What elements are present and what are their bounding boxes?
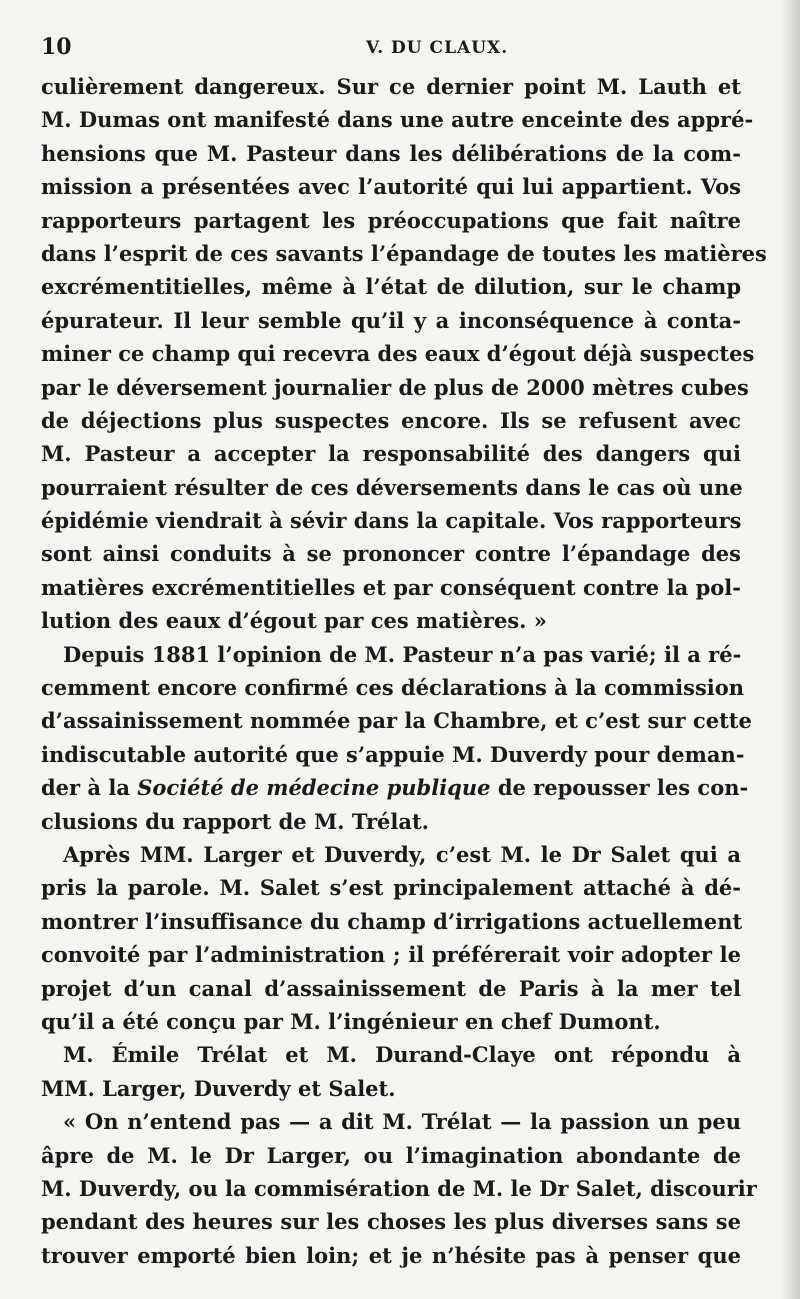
text-line: miner ce champ qui recevra des eaux d’égout déjà suspectes bbox=[41, 341, 755, 367]
page-edge-shadow bbox=[780, 0, 800, 1299]
text-line: clusions du rapport de M. Trélat. bbox=[41, 808, 429, 834]
text-line: Depuis 1881 l’opinion de M. Pasteur n’a pas varié; il a ré- bbox=[63, 641, 742, 667]
italic-title: Société de médecine publique bbox=[137, 775, 491, 801]
page-body bbox=[41, 70, 767, 1272]
running-title: V. DU CLAUX. bbox=[366, 38, 509, 58]
text-line: excrémentitielles, même à l’état de dilution, sur le champ bbox=[41, 274, 741, 300]
text-line: hensions que M. Pasteur dans les délibérations de la com- bbox=[41, 140, 741, 166]
text-line: épurateur. Il leur semble qu’il y a inconséquence à conta- bbox=[41, 307, 741, 333]
text-line: matières excrémentitielles et par conséquent contre la pol- bbox=[41, 574, 741, 600]
text-line: pendant des heures sur les choses les plus diverses sans se bbox=[41, 1209, 741, 1235]
text-line: pris la parole. M. Salet s’est principalement attaché à dé- bbox=[41, 875, 741, 901]
text-line: pourraient résulter de ces déversements dans le cas où une bbox=[41, 474, 743, 500]
text-line: indiscutable autorité que s’appuie M. Duverdy pour deman- bbox=[41, 741, 745, 767]
text-fragment: der à la bbox=[41, 775, 130, 801]
text-line: cemment encore confirmé ces déclarations à la commission bbox=[41, 675, 745, 701]
text-line: « On n’entend pas — a dit M. Trélat — la passion un peu bbox=[63, 1109, 741, 1135]
text-line: MM. Larger, Duverdy et Salet. bbox=[41, 1075, 396, 1101]
page-header bbox=[41, 34, 741, 64]
text-line: Après MM. Larger et Duverdy, c’est M. le Dr Salet qui a bbox=[63, 841, 741, 867]
text-line: rapporteurs partagent les préoccupations que fait naître bbox=[41, 207, 741, 233]
text-line: épidémie viendrait à sévir dans la capitale. Vos rapporteurs bbox=[41, 508, 742, 534]
text-line: M. Duverdy, ou la commisération de M. le Dr Salet, discourir bbox=[41, 1175, 757, 1201]
text-line: M. Émile Trélat et M. Durand-Claye ont répondu à bbox=[63, 1042, 741, 1068]
text-line: trouver emporté bien loin; et je n’hésite pas à penser que bbox=[41, 1242, 741, 1268]
text-line: sont ainsi conduits à se prononcer contre l’épandage des bbox=[41, 541, 741, 567]
text-line: projet d’un canal d’assainissement de Paris à la mer tel bbox=[41, 975, 741, 1001]
text-line: par le déversement journalier de plus de 2000 mètres cubes bbox=[41, 374, 749, 400]
text-line: lution des eaux d’égout par ces matières. » bbox=[41, 608, 547, 634]
text-line-mixed bbox=[41, 771, 749, 804]
text-line: M. Pasteur a accepter la responsabilité des dangers qui bbox=[41, 441, 741, 467]
text-line: dans l’esprit de ces savants l’épandage de toutes les matières bbox=[41, 240, 767, 266]
text-line: qu’il a été conçu par M. l’ingénieur en chef Dumont. bbox=[41, 1008, 661, 1034]
text-line: convoité par l’administration ; il préférerait voir adopter le bbox=[41, 942, 741, 968]
text-line: d’assainissement nommée par la Chambre, et c’est sur cette bbox=[41, 708, 752, 734]
text-line: de déjections plus suspectes encore. Ils se refusent avec bbox=[41, 407, 741, 433]
text-line: montrer l’insuffisance du champ d’irrigations actuellement bbox=[41, 908, 743, 934]
text-line: mission a présentées avec l’autorité qui lui appartient. Vos bbox=[41, 174, 741, 200]
text-line: culièrement dangereux. Sur ce dernier point M. Lauth et bbox=[41, 74, 741, 99]
text-line: M. Dumas ont manifesté dans une autre enceinte des appré- bbox=[41, 107, 754, 133]
text-line: âpre de M. le Dr Larger, ou l’imagination abondante de bbox=[41, 1142, 741, 1168]
text-fragment: de repousser les con- bbox=[497, 775, 749, 801]
page-number: 10 bbox=[41, 34, 72, 60]
